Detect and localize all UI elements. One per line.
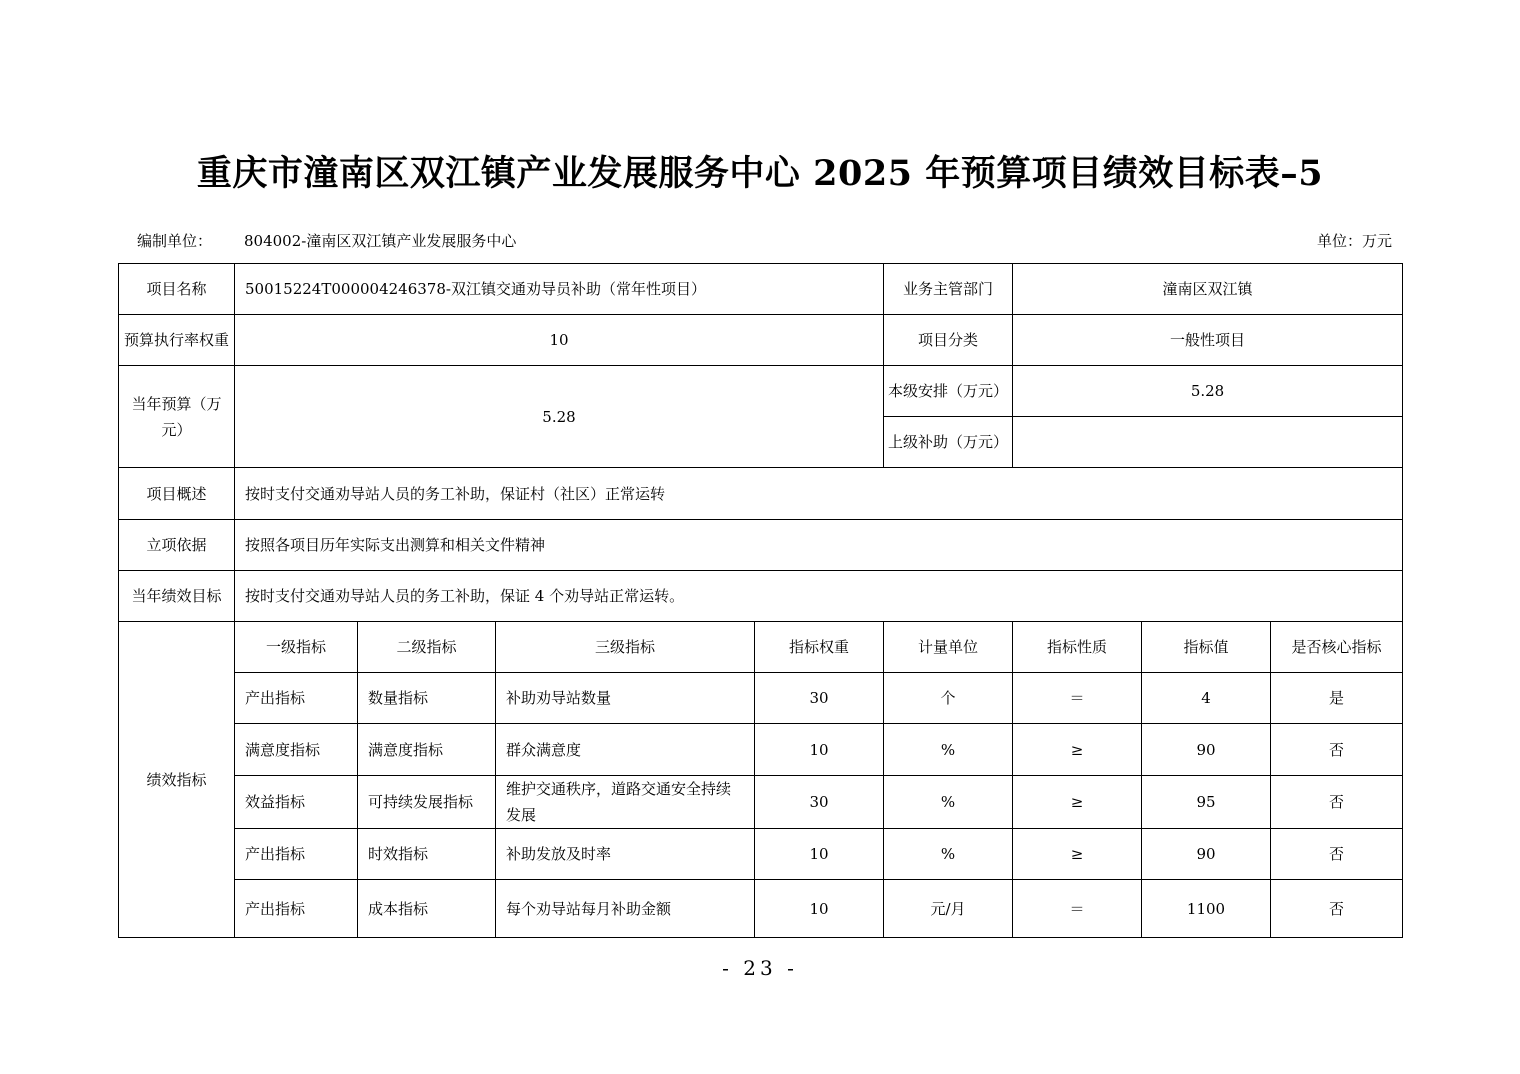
cell-level1: 满意度指标 bbox=[235, 724, 358, 776]
row-exec-weight bbox=[119, 315, 1403, 366]
table-row bbox=[119, 880, 1403, 938]
cell-level2: 满意度指标 bbox=[358, 724, 496, 776]
table-row bbox=[119, 776, 1403, 829]
project-name-value: 50015224T000004246378-双江镇交通劝导员补助（常年性项目） bbox=[235, 264, 884, 315]
row-overview bbox=[119, 468, 1403, 520]
cell-level3: 补助劝导站数量 bbox=[496, 673, 755, 724]
header-level2: 二级指标 bbox=[358, 622, 496, 673]
performance-table bbox=[118, 263, 1403, 938]
cell-level3: 群众满意度 bbox=[496, 724, 755, 776]
overview-label: 项目概述 bbox=[119, 468, 235, 520]
local-label: 本级安排（万元） bbox=[884, 366, 1013, 417]
cell-unit: % bbox=[884, 724, 1013, 776]
upper-value bbox=[1013, 417, 1403, 468]
basis-label: 立项依据 bbox=[119, 520, 235, 571]
header-core: 是否核心指标 bbox=[1271, 622, 1403, 673]
cell-level2: 可持续发展指标 bbox=[358, 776, 496, 829]
indicator-section-label: 绩效指标 bbox=[119, 622, 235, 938]
cell-core: 否 bbox=[1271, 724, 1403, 776]
cell-level1: 效益指标 bbox=[235, 776, 358, 829]
cell-weight: 10 bbox=[755, 829, 884, 880]
cell-value: 4 bbox=[1142, 673, 1271, 724]
budget-value: 5.28 bbox=[235, 366, 884, 468]
cell-level1: 产出指标 bbox=[235, 880, 358, 938]
row-budget bbox=[119, 366, 1403, 417]
cell-nature: ≥ bbox=[1013, 776, 1142, 829]
header-level1: 一级指标 bbox=[235, 622, 358, 673]
header-weight: 指标权重 bbox=[755, 622, 884, 673]
cell-nature: ＝ bbox=[1013, 880, 1142, 938]
cell-nature: ≥ bbox=[1013, 724, 1142, 776]
currency-unit: 单位：万元 bbox=[1316, 232, 1392, 250]
dept-value: 潼南区双江镇 bbox=[1013, 264, 1403, 315]
header-unit: 计量单位 bbox=[884, 622, 1013, 673]
cell-level2: 成本指标 bbox=[358, 880, 496, 938]
table-row bbox=[119, 829, 1403, 880]
cell-nature: ≥ bbox=[1013, 829, 1142, 880]
cell-weight: 30 bbox=[755, 776, 884, 829]
goal-value: 按时支付交通劝导站人员的务工补助，保证 4 个劝导站正常运转。 bbox=[235, 571, 1403, 622]
cell-level3: 维护交通秩序，道路交通安全持续发展 bbox=[496, 776, 755, 829]
cell-nature: ＝ bbox=[1013, 673, 1142, 724]
row-goal bbox=[119, 571, 1403, 622]
cell-value: 90 bbox=[1142, 724, 1271, 776]
table-row bbox=[119, 673, 1403, 724]
cell-level1: 产出指标 bbox=[235, 673, 358, 724]
project-name-label: 项目名称 bbox=[119, 264, 235, 315]
exec-weight-value: 10 bbox=[235, 315, 884, 366]
cell-value: 1100 bbox=[1142, 880, 1271, 938]
cell-core: 是 bbox=[1271, 673, 1403, 724]
cell-core: 否 bbox=[1271, 880, 1403, 938]
row-basis bbox=[119, 520, 1403, 571]
cell-unit: 元/月 bbox=[884, 880, 1013, 938]
goal-label: 当年绩效目标 bbox=[119, 571, 235, 622]
exec-weight-label: 预算执行率权重 bbox=[119, 315, 235, 366]
local-value: 5.28 bbox=[1013, 366, 1403, 417]
cell-unit: % bbox=[884, 829, 1013, 880]
cell-unit: % bbox=[884, 776, 1013, 829]
dept-label: 业务主管部门 bbox=[884, 264, 1013, 315]
budget-label: 当年预算（万元） bbox=[119, 366, 235, 468]
cell-level3: 补助发放及时率 bbox=[496, 829, 755, 880]
compile-unit-label: 编制单位： bbox=[137, 232, 213, 250]
cell-level1: 产出指标 bbox=[235, 829, 358, 880]
category-value: 一般性项目 bbox=[1013, 315, 1403, 366]
basis-value: 按照各项目历年实际支出测算和相关文件精神 bbox=[235, 520, 1403, 571]
cell-unit: 个 bbox=[884, 673, 1013, 724]
cell-level2: 时效指标 bbox=[358, 829, 496, 880]
cell-weight: 10 bbox=[755, 880, 884, 938]
cell-weight: 10 bbox=[755, 724, 884, 776]
cell-value: 95 bbox=[1142, 776, 1271, 829]
overview-value: 按时支付交通劝导站人员的务工补助，保证村（社区）正常运转 bbox=[235, 468, 1403, 520]
header-value: 指标值 bbox=[1142, 622, 1271, 673]
compile-unit-value: 804002-潼南区双江镇产业发展服务中心 bbox=[244, 232, 517, 250]
page-title: 重庆市潼南区双江镇产业发展服务中心 2025 年预算项目绩效目标表–5 bbox=[196, 153, 1324, 194]
page-number: - 23 - bbox=[722, 956, 798, 980]
upper-label: 上级补助（万元） bbox=[884, 417, 1013, 468]
cell-weight: 30 bbox=[755, 673, 884, 724]
cell-level3: 每个劝导站每月补助金额 bbox=[496, 880, 755, 938]
indicator-header-row bbox=[119, 622, 1403, 673]
row-project-name bbox=[119, 264, 1403, 315]
table-row bbox=[119, 724, 1403, 776]
category-label: 项目分类 bbox=[884, 315, 1013, 366]
cell-value: 90 bbox=[1142, 829, 1271, 880]
header-nature: 指标性质 bbox=[1013, 622, 1142, 673]
cell-core: 否 bbox=[1271, 776, 1403, 829]
cell-level2: 数量指标 bbox=[358, 673, 496, 724]
header-level3: 三级指标 bbox=[496, 622, 755, 673]
cell-core: 否 bbox=[1271, 829, 1403, 880]
